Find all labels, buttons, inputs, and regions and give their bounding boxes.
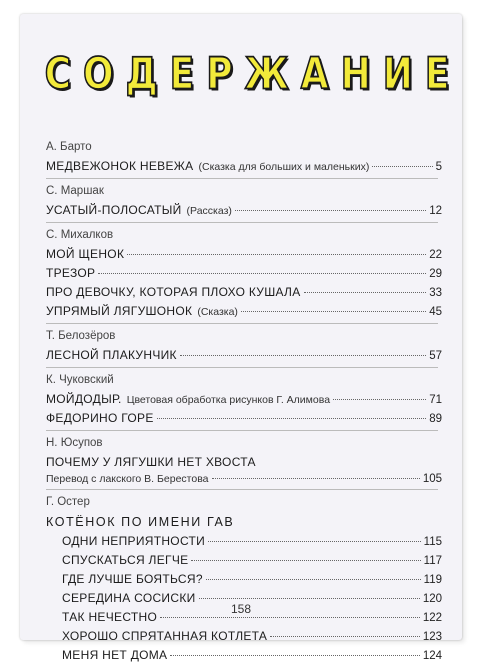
toc-entry[interactable] — [46, 201, 442, 220]
entry-page-number: 29 — [429, 268, 442, 280]
entry-title[interactable]: ПОЧЕМУ У ЛЯГУШКИ НЕТ ХВОСТА — [46, 455, 256, 469]
entry-page-number: 57 — [429, 350, 442, 362]
toc-entry[interactable] — [46, 646, 442, 665]
toc-entry[interactable] — [46, 283, 442, 302]
toc-entry[interactable] — [46, 390, 442, 409]
entry-title: СПУСКАТЬСЯ ЛЕГЧЕ — [62, 553, 189, 567]
entry-title: ФЕДОРИНО ГОРЕ — [46, 411, 154, 425]
dot-leader — [208, 541, 421, 542]
page-title: СОДЕРЖАНИЕ — [44, 49, 462, 100]
dot-leader — [206, 579, 421, 580]
entry-title: МЕДВЕЖОНОК НЕВЕЖА — [46, 159, 194, 173]
entry-note: (Сказка) — [197, 306, 238, 318]
dot-leader — [191, 560, 420, 561]
dot-leader — [270, 636, 420, 637]
author-name: С. Михалков — [46, 229, 114, 241]
entry-page-number: 71 — [429, 394, 442, 406]
toc-entry[interactable] — [46, 302, 442, 321]
entry-title: МОЙ ЩЕНОК — [46, 247, 125, 261]
entry-note: Цветовая обработка рисунков Г. Алимова — [126, 394, 331, 406]
dot-leader — [333, 399, 426, 400]
entry-title: МОЙДОДЫР. — [46, 392, 122, 406]
section-divider — [46, 367, 438, 368]
dot-leader — [241, 311, 426, 312]
dot-leader — [212, 478, 420, 479]
section-divider — [46, 178, 438, 179]
dot-leader — [157, 418, 427, 419]
section-divider — [46, 489, 438, 490]
entry-page-number: 22 — [429, 249, 442, 261]
entry-title: УСАТЫЙ-ПОЛОСАТЫЙ — [46, 203, 182, 217]
story-collection-title[interactable]: КОТЁНОК ПО ИМЕНИ ГАВ — [46, 515, 235, 529]
toc-entry[interactable] — [46, 532, 442, 551]
section-divider — [46, 222, 438, 223]
book-page — [20, 14, 462, 662]
author-name: Г. Остер — [46, 496, 90, 508]
entry-title: ХОРОШО СПРЯТАННАЯ КОТЛЕТА — [62, 629, 268, 643]
entry-page-number: 119 — [423, 574, 442, 586]
toc-entry[interactable] — [46, 264, 442, 283]
entry-page-number: 33 — [429, 287, 442, 299]
entry-title: ОДНИ НЕПРИЯТНОСТИ — [62, 534, 206, 548]
dot-leader — [170, 655, 419, 656]
toc-entry[interactable] — [46, 627, 442, 646]
entry-note: (Сказка для больших и маленьких) — [198, 161, 370, 173]
dot-leader — [304, 292, 427, 293]
page-number: 158 — [230, 602, 252, 616]
dot-leader — [199, 598, 420, 599]
entry-page-number: 105 — [422, 473, 442, 485]
toc-entry[interactable] — [46, 346, 442, 365]
entry-title: ГДЕ ЛУЧШЕ БОЯТЬСЯ? — [62, 572, 203, 586]
entry-page-number: 124 — [422, 650, 442, 662]
entry-title: ТАК НЕЧЕСТНО — [62, 610, 158, 624]
author-name: Н. Юсупов — [46, 437, 103, 449]
dot-leader — [98, 273, 426, 274]
dot-leader — [160, 617, 420, 618]
toc-entry[interactable] — [46, 157, 442, 176]
toc-entry[interactable] — [46, 409, 442, 428]
author-name: А. Барто — [46, 141, 92, 153]
entry-title: ТРЕЗОР — [46, 266, 96, 280]
author-name: С. Маршак — [46, 185, 104, 197]
section-divider — [46, 323, 438, 324]
entry-title: ПРО ДЕВОЧКУ, КОТОРАЯ ПЛОХО КУШАЛА — [46, 285, 301, 299]
toc-entry[interactable] — [46, 472, 442, 487]
entry-title: УПРЯМЫЙ ЛЯГУШОНОК — [46, 304, 193, 318]
entry-page-number: 45 — [429, 306, 442, 318]
entry-page-number: 115 — [423, 536, 442, 548]
entry-title: МЕНЯ НЕТ ДОМА — [62, 648, 168, 662]
dot-leader — [127, 254, 426, 255]
entry-subtitle: Перевод с лакского В. Берестова — [46, 473, 209, 485]
entry-page-number: 89 — [429, 413, 442, 425]
dot-leader — [372, 166, 432, 167]
entry-note: (Рассказ) — [186, 205, 232, 217]
toc-entry[interactable] — [46, 245, 442, 264]
entry-title: ЛЕСНОЙ ПЛАКУНЧИК — [46, 348, 177, 362]
author-name: К. Чуковский — [46, 374, 114, 386]
entry-page-number: 123 — [422, 631, 442, 643]
entry-page-number: 5 — [435, 161, 442, 173]
entry-page-number: 12 — [429, 205, 442, 217]
dot-leader — [180, 355, 426, 356]
toc-entry[interactable] — [46, 551, 442, 570]
entry-title: СЕРЕДИНА СОСИСКИ — [62, 591, 196, 605]
entry-page-number: 117 — [423, 555, 442, 567]
table-of-contents — [46, 138, 442, 665]
entry-page-number: 122 — [422, 612, 442, 624]
author-name: Т. Белозёров — [46, 330, 116, 342]
section-divider — [46, 430, 438, 431]
entry-page-number: 120 — [422, 593, 442, 605]
dot-leader — [235, 210, 426, 211]
toc-entry[interactable] — [46, 570, 442, 589]
